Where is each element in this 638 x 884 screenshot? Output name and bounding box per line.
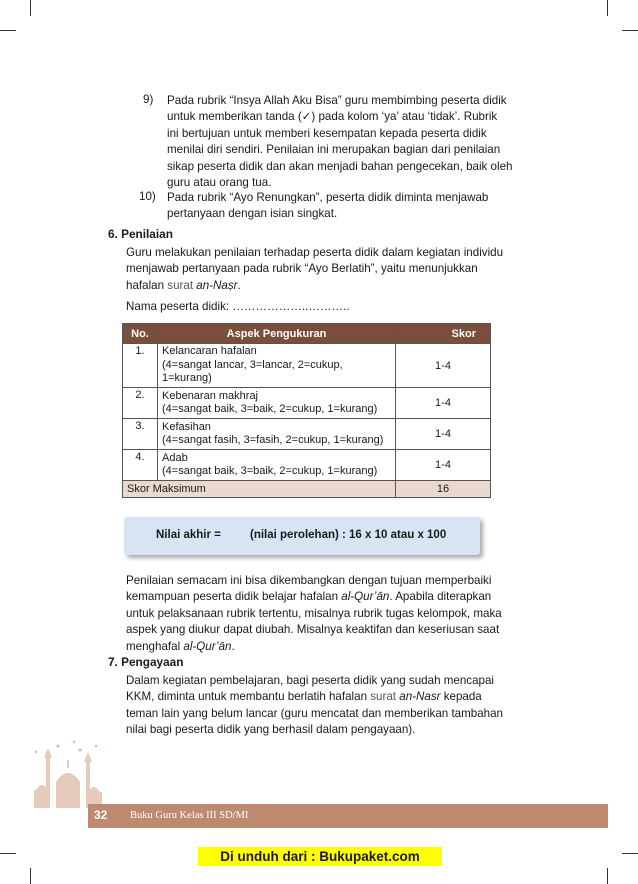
quran-term: al-Qur’ān <box>341 590 390 604</box>
text-line: guru atau orang tua. <box>167 176 272 190</box>
text-line: untuk memberikan tanda (✓) pada kolom ‘ya’ atau ‘tidak’. Rubrik <box>167 110 498 124</box>
text-line <box>126 589 530 605</box>
aspect-title: Adab <box>162 451 188 464</box>
text-line: Pada rubrik “Insya Allah Aku Bisa” guru membimbing peserta didik <box>167 94 507 107</box>
text-fragment: surat <box>370 690 400 704</box>
aspect-title: Kefasihan <box>162 420 211 433</box>
item-10-text <box>167 190 529 223</box>
text-line: teman lain yang belum lancar (guru mencatat dan memberikan tambahan <box>126 706 504 720</box>
aspect-scale: (4=sangat lancar, 3=lancar, 2=cukup, <box>162 358 343 371</box>
crop-mark <box>30 868 31 884</box>
text-line: untuk pelaksanaan rubrik tertentu, misalnya rubrik tugas kelompok, maka <box>126 606 502 620</box>
text-line: Dalam kegiatan pembelajaran, bagi peserta didik yang sudah mencapai <box>126 674 495 687</box>
row-number: 2. <box>123 388 158 419</box>
text-line: ini bertujuan untuk memberi kesempatan kepada peserta didik <box>167 126 487 140</box>
table-row <box>123 344 491 388</box>
aspect-scale: (4=sangat baik, 3=baik, 2=cukup, 1=kurang) <box>162 465 378 477</box>
section-6-followup <box>126 573 530 655</box>
column-header-no: No. <box>123 324 158 344</box>
aspect-cell <box>158 344 396 388</box>
column-header-score: Skor <box>396 324 491 344</box>
table-footer-row <box>123 481 491 498</box>
aspect-cell <box>158 388 396 419</box>
surah-name: an-Nasr <box>399 690 441 704</box>
assessment-table <box>122 323 491 498</box>
text-line: menjawab pertanyaan pada rubrik “Ayo Berlatih”, yaitu menunjukkan <box>126 262 478 276</box>
row-number: 4. <box>123 450 158 481</box>
text-fragment: . Apabila diterapkan <box>389 590 492 604</box>
text-line: sikap peserta didik dan akan menjadi bahan pengecekan, baik oleh <box>167 159 513 173</box>
aspect-scale: (4=sangat baik, 3=baik, 2=cukup, 1=kurang) <box>162 403 378 415</box>
section-6-intro <box>126 245 530 294</box>
crop-mark <box>0 853 16 854</box>
mosque-icon <box>28 738 108 808</box>
aspect-cell <box>158 419 396 450</box>
text-line: aspek yang diukur dapat diubah. Misalnya keaktifan dan keseriusan saat <box>126 623 500 637</box>
table-row <box>123 450 491 481</box>
crop-mark <box>0 30 16 31</box>
text-fragment: kemampuan peserta didik belajar hafalan <box>126 590 342 604</box>
surah-name: an-Naṣr <box>196 278 238 292</box>
aspect-scale: 1=kurang) <box>162 372 212 385</box>
max-score-label: Skor Maksimum <box>123 481 396 498</box>
table-row <box>123 419 491 450</box>
text-fragment: menghafal <box>126 639 184 653</box>
aspect-scale: (4=sangat fasih, 3=fasih, 2=cukup, 1=kurang) <box>162 434 384 446</box>
row-number: 1. <box>123 344 158 388</box>
item-9-number: 9) <box>143 93 154 106</box>
section-6-heading: 6. Penilaian <box>108 227 173 241</box>
text-line <box>126 639 530 655</box>
text-line: menilai diri sendiri. Penilaian ini merupakan bagian dari penilaian <box>167 143 501 157</box>
aspect-title: Kelancaran hafalan <box>162 345 257 358</box>
score-cell: 1-4 <box>396 450 491 481</box>
quran-term: al-Qur’ān <box>183 639 232 653</box>
score-cell: 1-4 <box>396 388 491 419</box>
row-number: 3. <box>123 419 158 450</box>
crop-mark <box>30 0 31 16</box>
aspect-title: Kebenaran makhraj <box>162 389 259 402</box>
table-header-row <box>123 324 491 344</box>
crop-mark <box>622 30 638 31</box>
formula-label: Nilai akhir = <box>156 529 221 541</box>
section-7-heading: 7. Pengayaan <box>108 655 184 669</box>
item-9-text <box>167 93 529 191</box>
text-fragment: surat <box>167 278 197 292</box>
score-cell: 1-4 <box>396 344 491 388</box>
item-10-number: 10) <box>139 190 156 203</box>
text-line: Penilaian semacam ini bisa dikembangkan dengan tujuan memperbaiki <box>126 574 492 587</box>
text-line: nilai bagi peserta didik yang berhasil dalam pengayaan). <box>126 723 416 737</box>
score-cell: 1-4 <box>396 419 491 450</box>
text-line: Guru melakukan penilaian terhadap peserta didik dalam kegiatan individu <box>126 246 504 259</box>
column-header-aspect: Aspek Pengukuran <box>158 324 396 344</box>
student-name-label: Nama peserta didik: ………………..……….. <box>126 300 350 313</box>
text-fragment: KKM, diminta untuk membantu berlatih hafalan <box>126 690 371 704</box>
download-banner: Di unduh dari : Bukupaket.com <box>198 847 442 866</box>
text-line <box>126 689 530 705</box>
book-title: Buku Guru Kelas III SD/MI <box>130 810 249 821</box>
text-line <box>126 278 530 294</box>
crop-mark <box>607 868 608 884</box>
text-fragment: hafalan <box>126 278 168 292</box>
text-fragment: . <box>237 278 241 292</box>
max-score-value: 16 <box>396 481 491 498</box>
formula-expression: (nilai perolehan) : 16 x 10 atau x 100 <box>250 529 447 541</box>
crop-mark <box>622 853 638 854</box>
final-score-formula <box>124 517 480 555</box>
text-fragment: . <box>231 639 235 653</box>
aspect-cell <box>158 450 396 481</box>
table-row <box>123 388 491 419</box>
crop-mark <box>607 0 608 16</box>
section-7-text <box>126 673 530 739</box>
text-fragment: kepada <box>440 690 482 704</box>
page-number: 32 <box>94 808 108 822</box>
text-line: Pada rubrik “Ayo Renungkan”, peserta didik diminta menjawab <box>167 191 489 204</box>
text-line: pertanyaan dengan isian singkat. <box>167 207 338 221</box>
